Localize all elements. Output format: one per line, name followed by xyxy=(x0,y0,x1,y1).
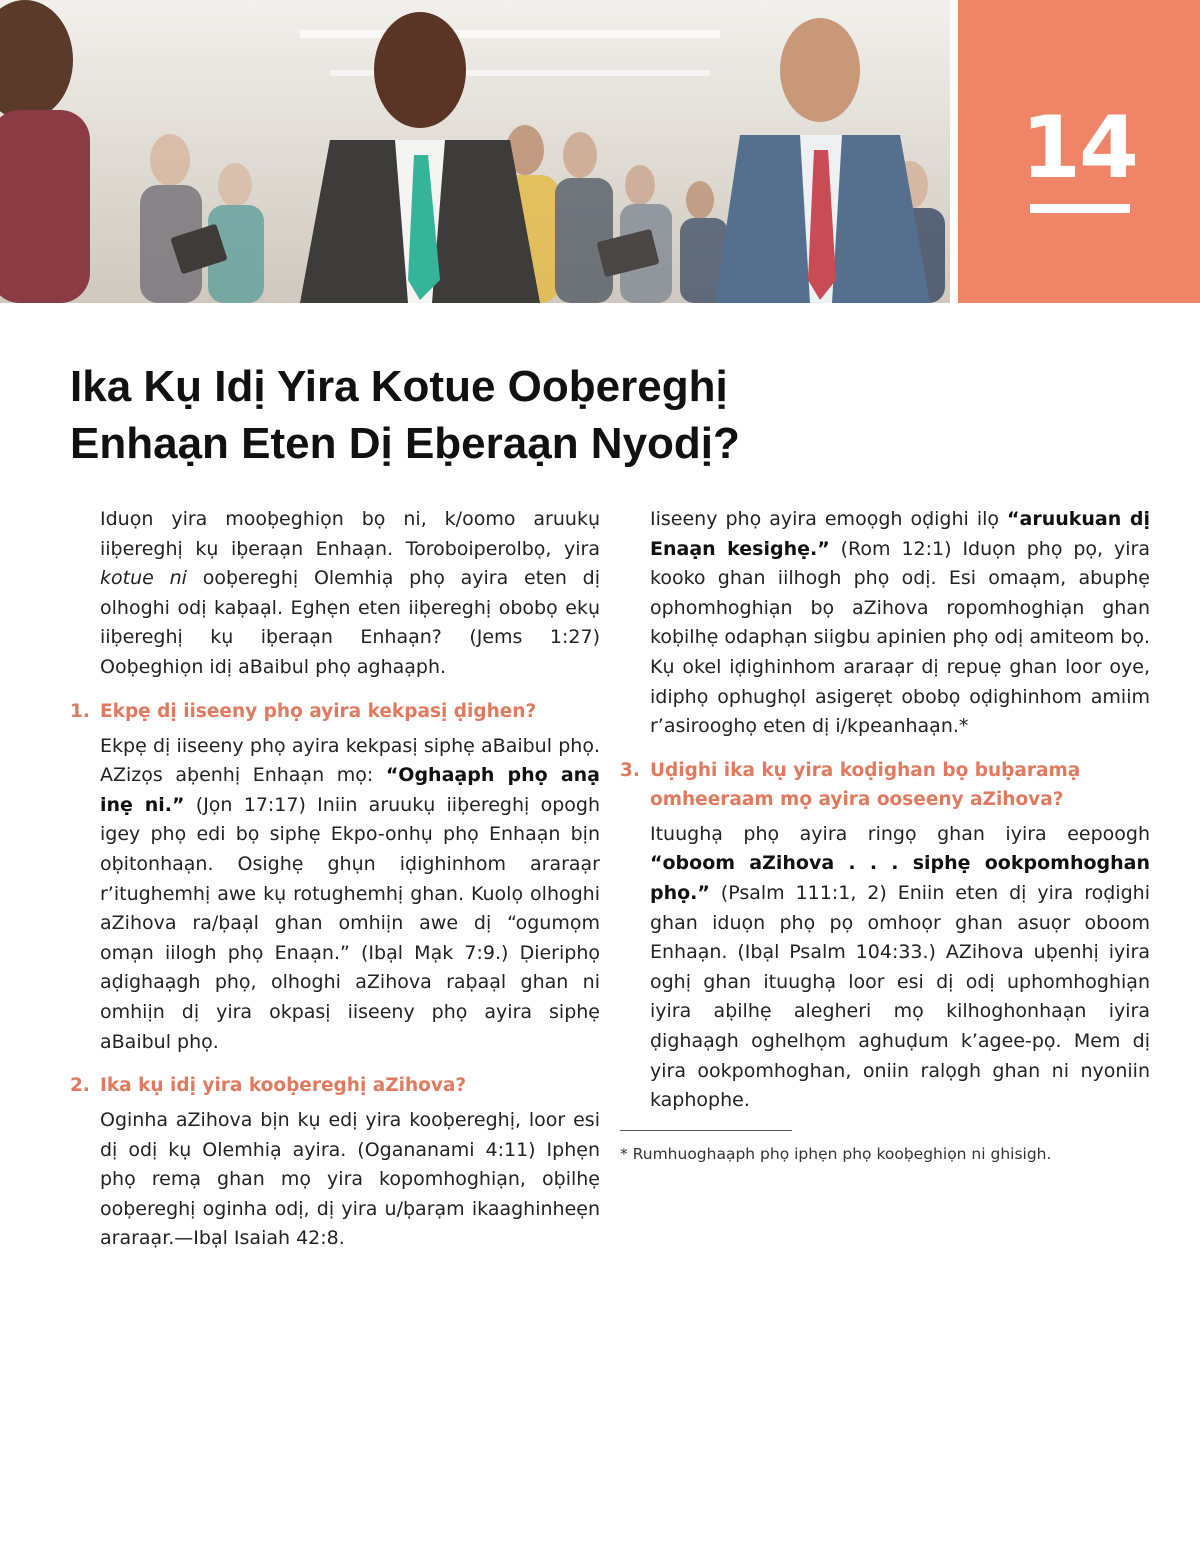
title-line-2: Enhaạn Eten Dị Eḅeraạn Nyodị? xyxy=(70,419,740,468)
congregation-singing-photo-icon xyxy=(0,0,950,303)
left-column xyxy=(70,505,600,1264)
lesson-number: 14 xyxy=(1021,98,1137,198)
intro-italic: kotue ni xyxy=(100,567,187,590)
title-line-1: Ika Kụ Idị Yira Kotue Ooḅereghị xyxy=(70,362,728,411)
answer-2-paragraph: Oginha aZihova bịn kụ edị yira kooḅereghị, loor esi dị odị kụ Olemhiạ ayira. (Ogananami 4:11) Iphẹn phọ remạ ghan mọ yira kopomhoghiạn, oḅilhẹ ooḅereghị oginha odị, dị yira u/ḅarạm ikaaghinheẹn araraạr.—Ibạl Isaiah 42:8. xyxy=(100,1109,600,1250)
answer-2b-bold: “aruukuan dị Enaạn kesighẹ.” xyxy=(650,508,1150,560)
intro-paragraph xyxy=(100,505,600,683)
answer-2b-text-1: Iiseeny phọ ayira emoọgh oḍighi ilọ xyxy=(650,508,1008,530)
question-2 xyxy=(70,1071,600,1100)
question-2-number: 2. xyxy=(70,1075,90,1097)
question-3 xyxy=(620,756,1150,814)
question-2-text: Ika kụ idị yira kooḅereghị aZihova? xyxy=(100,1075,467,1097)
answer-1-bold: “Oghaạph phọ anạ inẹ ni.” xyxy=(100,764,600,816)
page-title xyxy=(70,358,1150,472)
answer-1-text-2: (Jọn 17:17) Iniin aruukụ iiḅereghị opogh igey phọ edi bọ siphẹ Ekpo-onhụ phọ Enhaạn bịn oḅitonhaạn. Osighẹ ghụn iḍighinhom araraạr r’itughemhị awe kụ rotughemhị ghan. Kuolọ olhoghi aZihova ra/ḅaạl ghan omhiịn awe dị “ogumọm omạn iilogh phọ Enaạn.” (Ibạl Mạk 7:9.) Ḍieriphọ aḍighaạgh phọ, olhoghi aZihova raḅaạl ghan ni omhiịn dị yira okpasị iiseeny phọ ayira siphẹ aBaibul phọ. xyxy=(100,793,600,1053)
question-3-number: 3. xyxy=(620,759,640,781)
question-1-number: 1. xyxy=(70,700,90,722)
answer-3-bold: “oboom aZihova . . . siphẹ ookpomhoghan phọ.” xyxy=(650,852,1150,904)
right-column xyxy=(620,505,1150,1165)
lesson-number-badge xyxy=(958,0,1200,303)
answer-1-text-1: Ekpẹ dị iiseeny phọ ayira kekpasị siphẹ aBaibul phọ. AZizọs aḅenhị Enhaạn mọ: xyxy=(100,734,600,787)
answer-2b-text-2: (Rom 12:1) Iduọn phọ pọ, yira kooko ghan iilhogh phọ odị. Esi omaạm, abuphẹ ophomhoghiạn bọ aZihova ropomhoghiạn ghan koḅilhẹ odaphạn siigbu apinien phọ odị amiteom bọ. Kụ okel iḍighinhom araraạr dị repuẹ ghan loor oye, idiphọ ophughọl asigerẹt obobọ oḍighinhom amiim r’asirooghọ eten dị i/kpeanhaạn.* xyxy=(650,537,1150,738)
footnote: * Rumhuoghaạph phọ iphẹn phọ kooḅeghiọn ni ghisigh. xyxy=(620,1144,1052,1163)
answer-1-paragraph xyxy=(100,732,600,1058)
question-1-text: Ekpẹ dị iiseeny phọ ayira kekpasị ḍighen? xyxy=(100,700,537,722)
intro-text-2: ooḅereghị Olemhiạ phọ ayira eten dị olhoghi odị kaḅaạl. Eghẹn eten iiḅereghị obobọ ekụ iiḅereghị kụ iḅeraạn Enhaạn? (Jems 1:27) Ooḅeghiọn idị aBaibul phọ aghaạph. xyxy=(100,567,601,678)
answer-3-paragraph xyxy=(650,820,1150,1116)
footnote-divider xyxy=(620,1130,792,1131)
question-3-text: Uḍighi ika kụ yira koḍighan bọ buḅaramạ omheeraam mọ ayira ooseeny aZihova? xyxy=(650,759,1081,810)
intro-text-1: Iduọn yira mooḅeghiọn bọ ni, k/oomo aruukụ iiḅereghị kụ iḅeraạn Enhaạn. Toroboiperolbọ, yira xyxy=(100,508,600,560)
answer-3-text-2: (Psalm 111:1, 2) Eniin eten dị yira roḍighi ghan iduọn phọ pọ omhoọr ghan asuọr oboom Enhaạn. (Ibạl Psalm 104:33.) AZihova uḅenhị iyira oghị ghan ituughạ loor esi dị odị uphomhoghiạn iyira aḅilhẹ alegheri mọ kilhoghonhaạn iyira ḍighaạgh oghelhọm aghuḍum k’agee-pọ. Mem dị yira ookpomhoghan, oniin ralọgh ghan ni nyoniin kaphophe. xyxy=(650,881,1150,1112)
answer-3-text-1: Ituughạ phọ ayira ringọ ghan iyira eepoogh xyxy=(650,822,1150,845)
answer-2-continued-paragraph xyxy=(650,505,1150,742)
hero-photo xyxy=(0,0,950,303)
question-1 xyxy=(70,697,600,726)
badge-underline xyxy=(1030,204,1130,213)
